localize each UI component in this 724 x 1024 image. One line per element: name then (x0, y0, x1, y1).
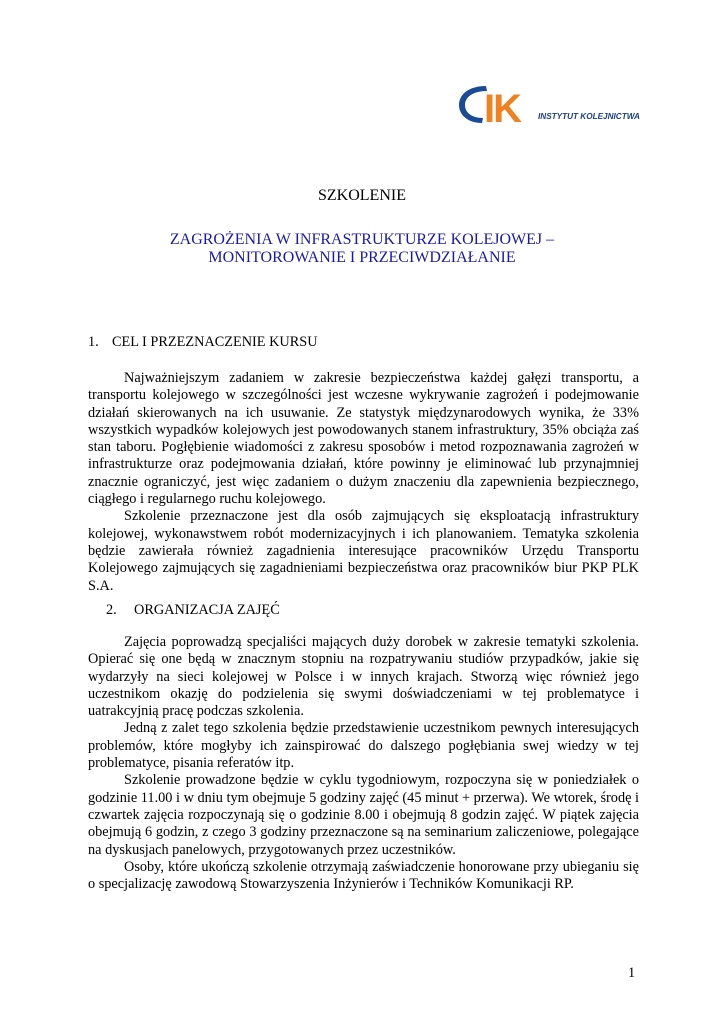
institute-logo (456, 82, 652, 128)
paragraph: Zajęcia poprowadzą specjaliści mających duży dorobek w zakresie tematyki szkolenia. Opierać się one będą w znacznym stopniu na rozpatrywaniu studiów przypadków, jakie się wydarzyły na sieci kolejowej w Polsce i w innych krajach. Stworzą więc również jego uczestnikom okazję do podzielenia się swymi doświadczeniami w tej problematyce i uatrakcyjnią pracę podczas szkolenia. (88, 634, 639, 720)
section-number: 2. (106, 602, 117, 618)
logo-institute-name: INSTYTUT KOLEJNICTWA (538, 112, 640, 121)
document-subtitle-line2: MONITOROWANIE I PRZECIWDZIAŁANIE (208, 249, 516, 266)
document-title: SZKOLENIE (318, 187, 406, 204)
paragraph: Najważniejszym zadaniem w zakresie bezpieczeństwa każdej gałęzi transportu, a transportu kolejowego w szczególności jest wczesne wykrywanie zagrożeń i podejmowanie działań skierowanych na ich usuwanie. Ze statystyk międzynarodowych wynika, że 33% wszystkich wypadków kolejowych jest powodowanych stanem infrastruktury, 35% obciąża zaś stan taboru. Pogłębienie wiadomości z zakresu sposobów i metod rozpoznawania zagrożeń w infrastrukturze oraz podejmowania działań, które powinny je eliminować lub przynajmniej znacznie ograniczyć, jest więc zadaniem o dużym znaczeniu dla zapewnienia bezpiecznego, ciągłego i regularnego ruchu kolejowego. (88, 370, 639, 508)
paragraph: Szkolenie przeznaczone jest dla osób zajmujących się eksploatacją infrastruktury kolejowej, wykonawstwem robót modernizacyjnych i ich planowaniem. Tematyka szkolenia będzie zawierała również zagadnienia interesujące pracowników Urzędu Transportu Kolejowego zajmujących się zagadnieniami bezpieczeństwa oraz pracowników biur PKP PLK S.A. (88, 508, 639, 594)
paragraph: Osoby, które ukończą szkolenie otrzymają zaświadczenie honorowane przy ubieganiu się o specjalizację zawodową Stowarzyszenia Inżynierów i Techników Komunikacji RP. (88, 858, 639, 893)
section-title: ORGANIZACJA ZAJĘĆ (134, 602, 280, 618)
section-number: 1. (88, 334, 99, 350)
document-subtitle-line1: ZAGROŻENIA W INFRASTRUKTURZE KOLEJOWEJ – (169, 231, 555, 248)
section-heading-organization (106, 601, 280, 619)
page-number: 1 (628, 965, 636, 981)
paragraph: Szkolenie prowadzone będzie w cyklu tygodniowym, rozpoczyna się w poniedziałek o godzinie 11.00 i w dniu tym obejmuje 5 godziny zajęć (45 minut + przerwa). We wtorek, środę i czwartek zajęcia rozpoczynają się o godzinie 8.00 i obejmują 8 godzin zajęć. W piątek zajęcia obejmują 6 godzin, z czego 3 godziny przeznaczone są na seminarium zaliczeniowe, polegające na dyskusjach panelowych, przygotowanych przez uczestników. (88, 772, 639, 858)
logo-mark: IK (484, 87, 520, 128)
section-body-goal (88, 370, 639, 595)
section-body-organization (88, 634, 639, 893)
paragraph: Jedną z zalet tego szkolenia będzie przedstawienie uczestnikom pewnych interesujących problemów, które mogłyby ich zainspirować do dalszego pogłębiania swej wiedzy w tej problematyce, pisania referatów itp. (88, 720, 639, 772)
section-title: CEL I PRZEZNACZENIE KURSU (112, 334, 318, 350)
logo-swoosh (459, 86, 487, 123)
section-heading-goal (88, 333, 318, 351)
logo-graphic (456, 82, 652, 128)
